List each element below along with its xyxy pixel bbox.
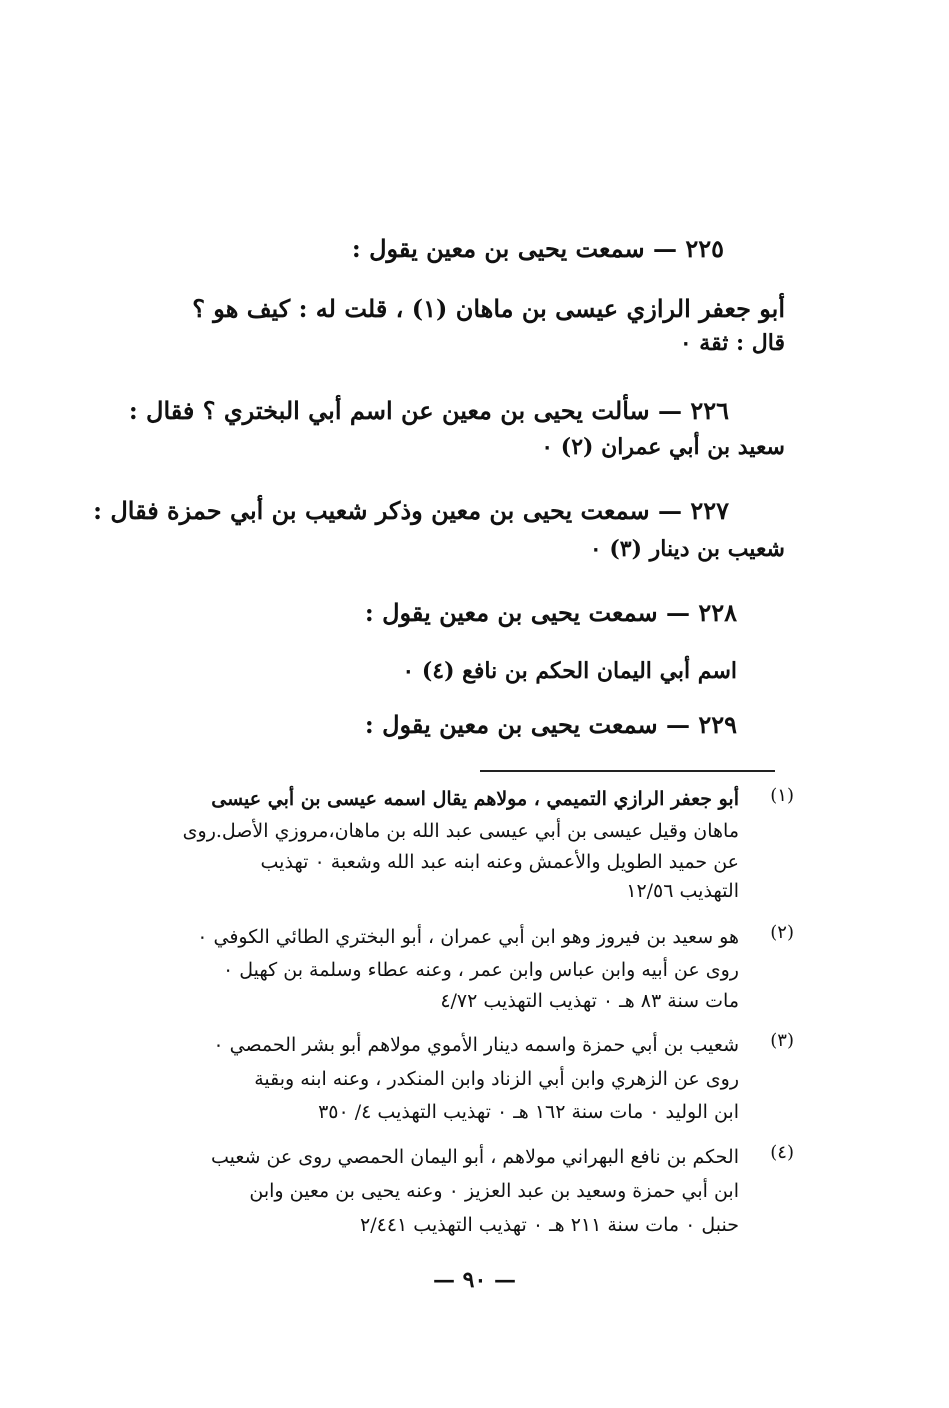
footnote-2-number: (٢) bbox=[770, 922, 794, 943]
footnote-4-number: (٤) bbox=[770, 1142, 794, 1163]
entry-225-text: قال : ثقة ٠ bbox=[679, 330, 785, 356]
footnote-1-line: ماهان وقيل عيسى بن أبي عيسى عبد الله بن ماهان،مروزي الأصل.روى bbox=[182, 820, 739, 842]
footnote-4-line: ابن أبي حمزة وسعيد بن عبد العزيز ٠ وعنه يحيى بن معين وابن bbox=[249, 1180, 739, 1202]
entry-228-text: اسم أبي اليمان الحكم بن نافع (٤) ٠ bbox=[402, 658, 737, 684]
page-number: — ٩٠ — bbox=[433, 1267, 516, 1293]
entry-228-heading: ٢٢٨ — سمعت يحيى بن معين يقول : bbox=[364, 598, 737, 627]
footnote-4-line: حنبل ٠ مات سنة ٢١١ هـ ٠ تهذيب التهذيب ٢/٤٤١ bbox=[360, 1214, 739, 1236]
footnote-2-line: هو سعيد بن فيروز وهو ابن أبي عمران ، أبو البختري الطائي الكوفي ٠ bbox=[197, 926, 739, 948]
footnote-separator bbox=[480, 770, 775, 772]
entry-226-heading: ٢٢٦ — سألت يحيى بن معين عن اسم أبي البختري ؟ فقال : bbox=[128, 396, 729, 425]
footnote-1-line: التهذيب ١٢/٥٦ bbox=[626, 880, 739, 902]
footnote-3-number: (٣) bbox=[770, 1030, 794, 1051]
footnote-3-line: روى عن الزهري وابن أبي الزناد وابن المنكدر ، وعنه ابنه وبقية bbox=[254, 1068, 739, 1090]
entry-227-heading: ٢٢٧ — سمعت يحيى بن معين وذكر شعيب بن أبي حمزة فقال : bbox=[93, 496, 729, 525]
footnote-3-line: شعيب بن أبي حمزة واسمه دينار الأموي مولاهم أبو بشر الحمصي ٠ bbox=[213, 1034, 739, 1056]
footnote-1-line: عن حميد الطويل والأعمش وعنه ابنه عبد الله وشعبة ٠ تهذيب bbox=[260, 851, 739, 873]
entry-229-heading: ٢٢٩ — سمعت يحيى بن معين يقول : bbox=[364, 710, 737, 739]
footnote-2-line: روى عن أبيه وابن عباس وابن عمر ، وعنه عطاء وسلمة بن كهيل ٠ bbox=[223, 959, 739, 981]
footnote-1-line: أبو جعفر الرازي التميمي ، مولاهم يقال اسمه عيسى بن أبي عيسى bbox=[211, 788, 739, 810]
footnote-3-line: ابن الوليد ٠ مات سنة ١٦٢ هـ ٠ تهذيب التهذيب ٤/ ٣٥٠ bbox=[318, 1101, 739, 1123]
footnote-2-line: مات سنة ٨٣ هـ ٠ تهذيب التهذيب ٤/٧٢ bbox=[440, 990, 739, 1012]
entry-227-text: شعيب بن دينار (٣) ٠ bbox=[589, 536, 785, 562]
entry-226-text: سعيد بن أبي عمران (٢) ٠ bbox=[541, 434, 785, 460]
footnote-1-number: (١) bbox=[770, 785, 794, 806]
entry-225-heading: ٢٢٥ — سمعت يحيى بن معين يقول : bbox=[351, 234, 724, 263]
footnote-4-line: الحكم بن نافع البهراني مولاهم ، أبو اليمان الحمصي روى عن شعيب bbox=[210, 1146, 739, 1168]
entry-225-text: أبو جعفر الرازي عيسى بن ماهان (١) ، قلت له : كيف هو ؟ bbox=[192, 294, 785, 323]
